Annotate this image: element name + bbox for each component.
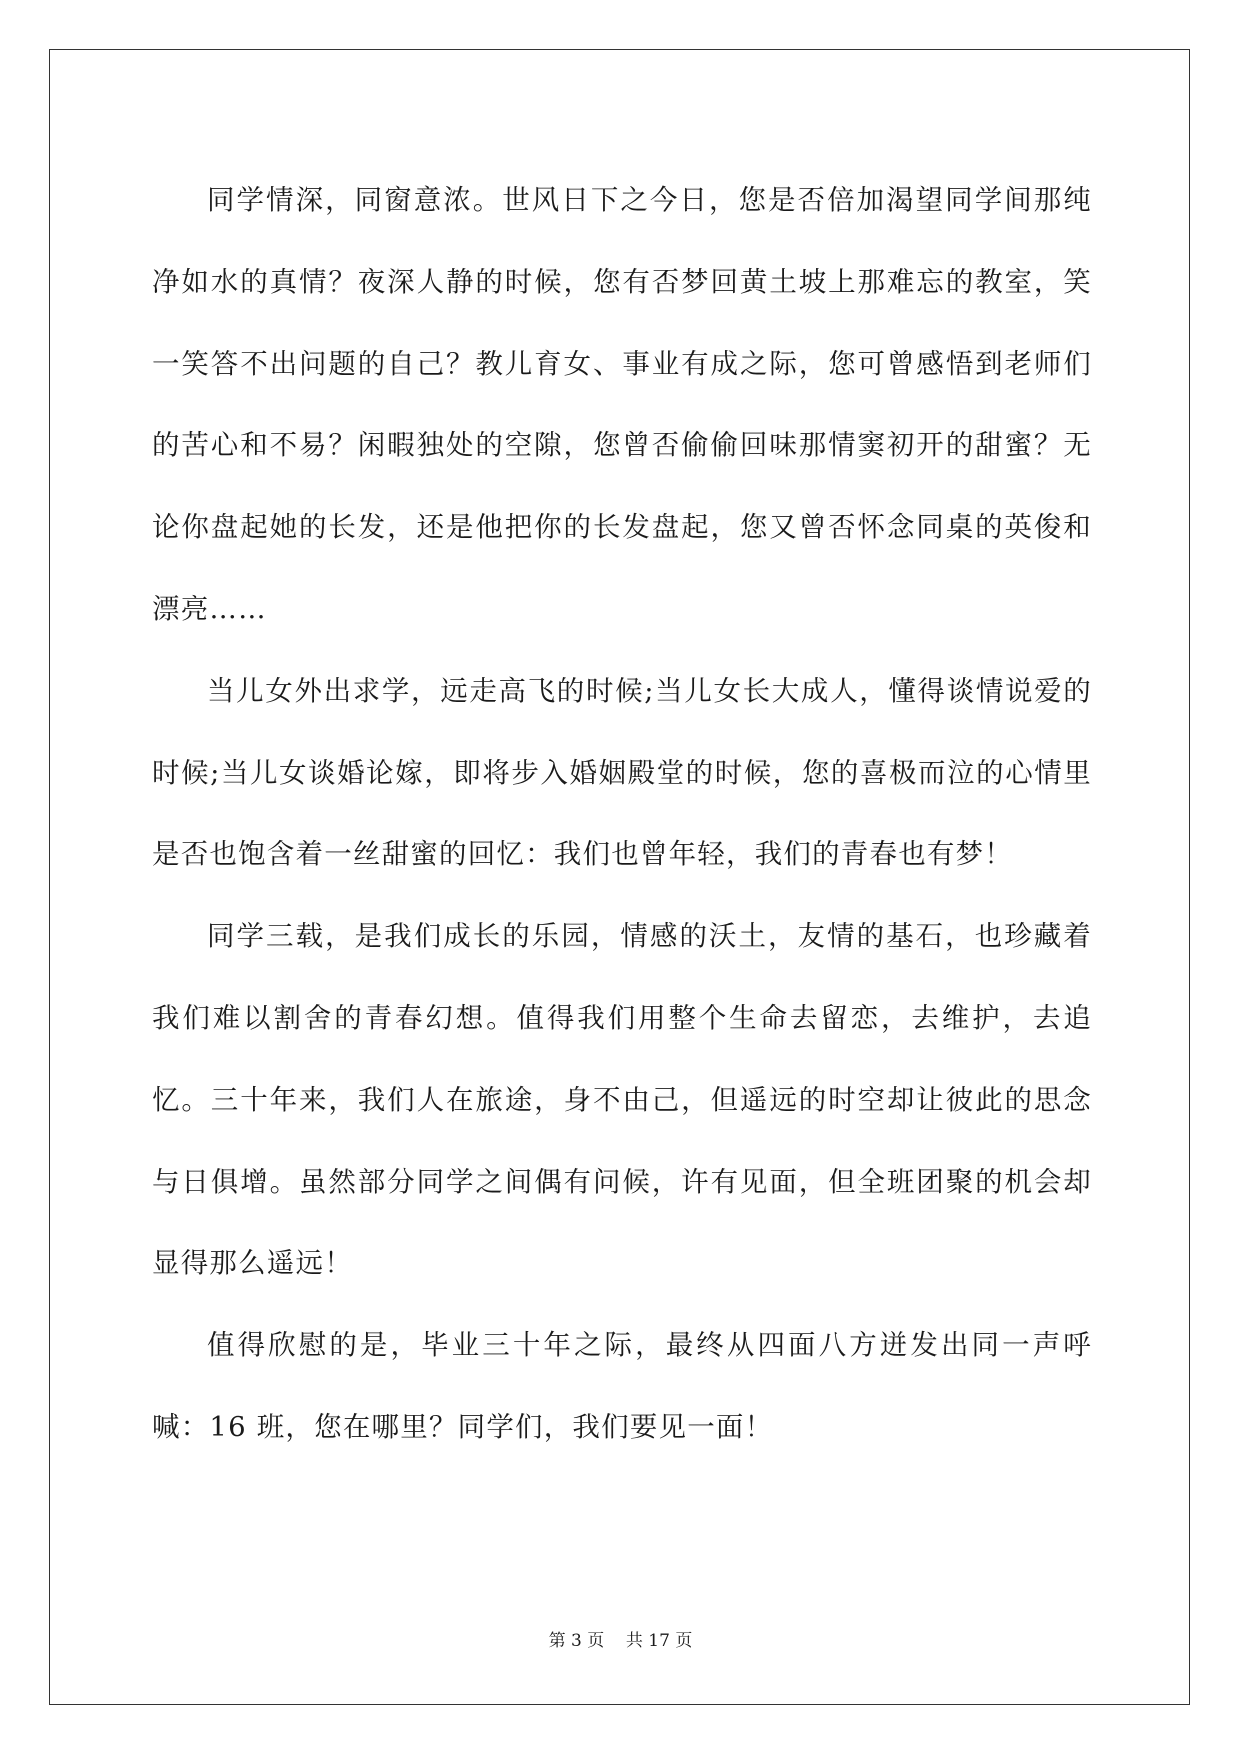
paragraph-1: 同学情深，同窗意浓。世风日下之今日，您是否倍加渴望同学间那纯净如水的真情？夜深人静的时候，您有否梦回黄土坡上那难忘的教室，笑一笑答不出问题的自己？教儿育女、事业有成之际，您可曾感悟到老师们的苦心和不易？闲暇独处的空隙，您曾否偷偷回味那情窦初开的甜蜜？无论你盘起她的长发，还是他把你的长发盘起，您又曾否怀念同桌的英俊和漂亮…… <box>152 184 1092 625</box>
document-body <box>152 160 1092 1469</box>
paragraph-2: 当儿女外出求学，远走高飞的时候;当儿女长大成人，懂得谈情说爱的时候;当儿女谈婚论嫁，即将步入婚姻殿堂的时候，您的喜极而泣的心情里是否也饱含着一丝甜蜜的回忆：我们也曾年轻，我们的青春也有梦！ <box>152 674 1092 871</box>
paragraph-4: 值得欣慰的是，毕业三十年之际，最终从四面八方迸发出同一声呼喊：16 班，您在哪里？同学们，我们要见一面！ <box>152 1329 1092 1443</box>
page-number-footer: 第 3 页 共 17 页 <box>548 1631 693 1651</box>
paragraph-3: 同学三载，是我们成长的乐园，情感的沃土，友情的基石，也珍藏着我们难以割舍的青春幻想。值得我们用整个生命去留恋，去维护，去追忆。三十年来，我们人在旅途，身不由己，但遥远的时空却让彼此的思念与日俱增。虽然部分同学之间偶有问候，许有见面，但全班团聚的机会却显得那么遥远！ <box>152 920 1092 1280</box>
